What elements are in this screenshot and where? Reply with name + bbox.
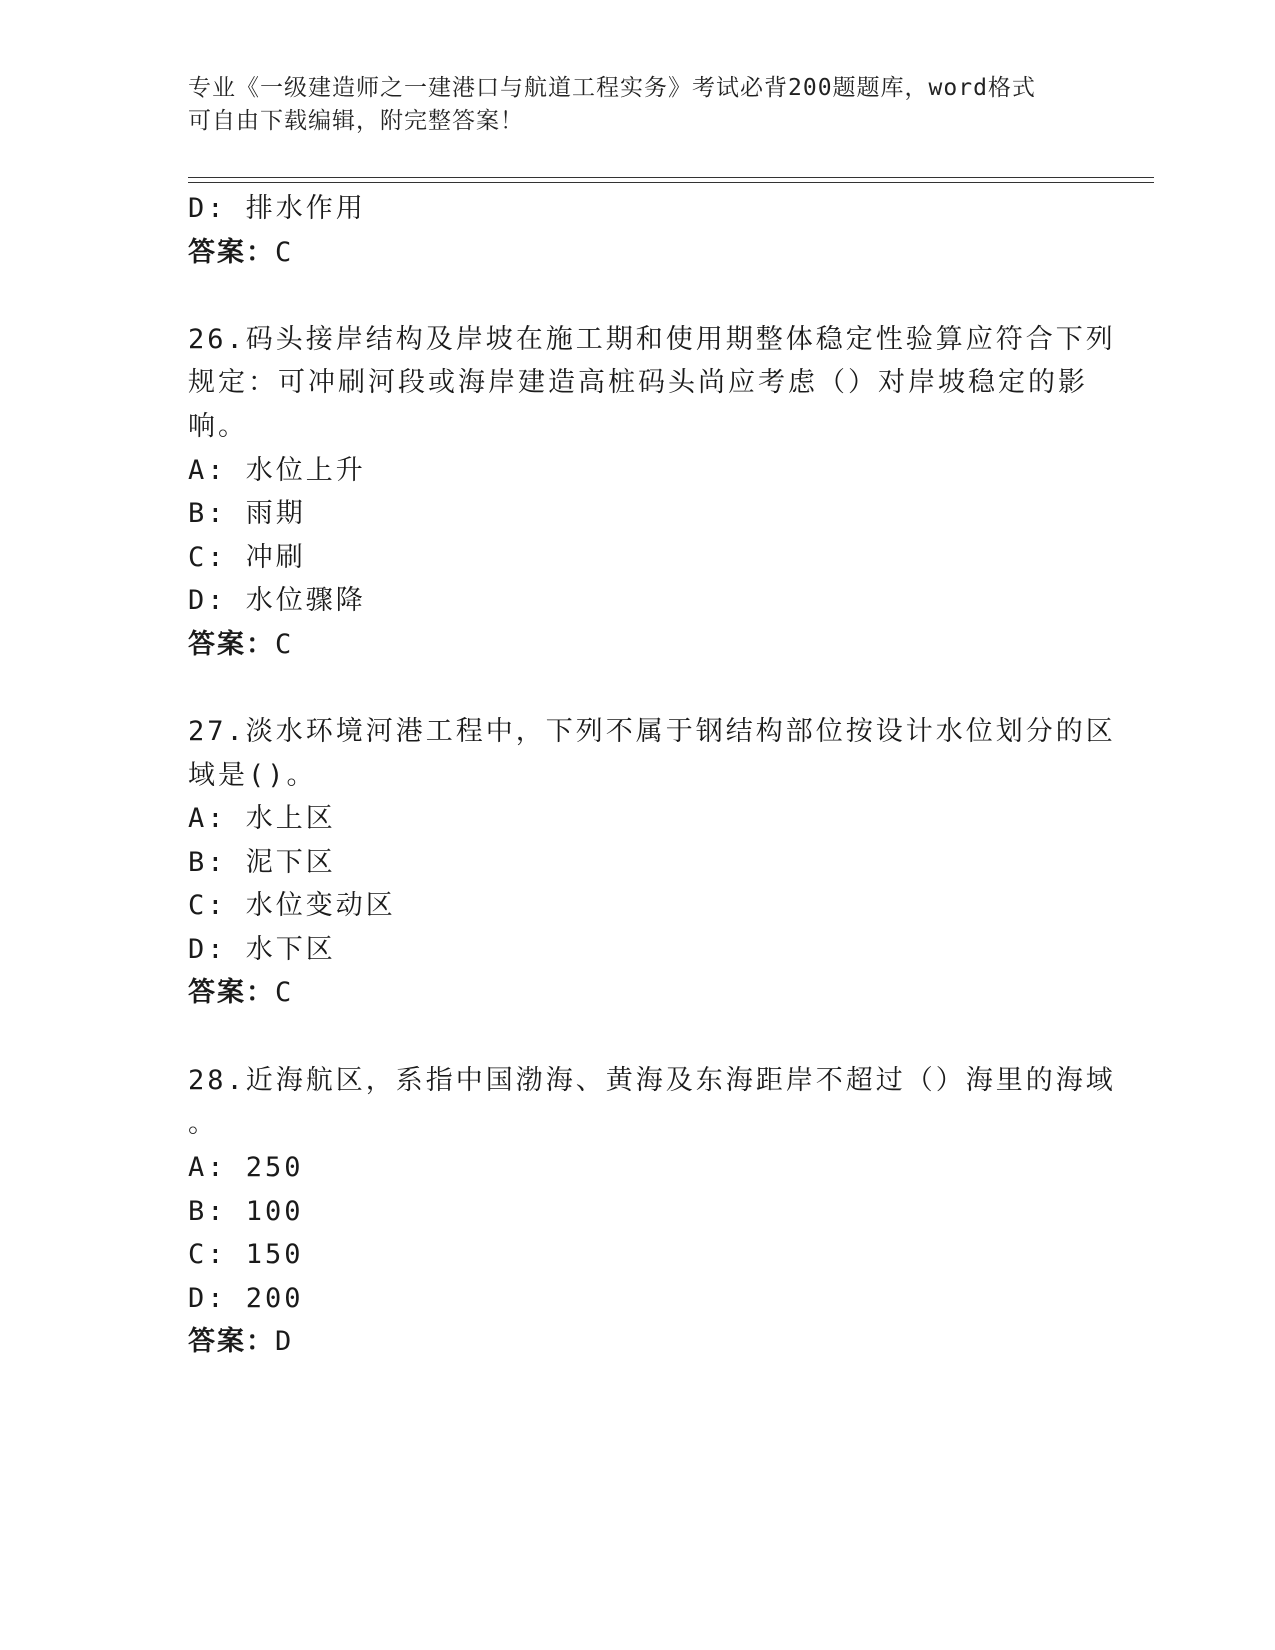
- header-divider-top: [188, 177, 1154, 178]
- header-line-2: 可自由下载编辑，附完整答案！: [188, 108, 524, 134]
- q26-stem-line-3: 响。: [188, 411, 248, 442]
- q26-answer-value: C: [275, 629, 294, 660]
- q28-option-b: B: 100: [188, 1196, 304, 1227]
- q26-option-c: C: 冲刷: [188, 542, 306, 573]
- q28-stem-line-2: 。: [188, 1108, 218, 1139]
- q28-answer-value: D: [275, 1326, 294, 1357]
- q27-answer-label: 答案：: [188, 977, 275, 1008]
- q26-option-a: A: 水位上升: [188, 455, 366, 486]
- q28-option-c: C: 150: [188, 1239, 304, 1270]
- q25-answer-label: 答案：: [188, 237, 275, 268]
- q25-answer: [188, 237, 293, 269]
- q27-stem-line-1: 27.淡水环境河港工程中，下列不属于钢结构部位按设计水位划分的区: [188, 716, 1116, 747]
- header-divider-bottom: [188, 182, 1154, 183]
- header-line-1: 专业《一级建造师之一建港口与航道工程实务》考试必背200题题库，word格式: [188, 75, 1036, 101]
- q26-option-b: B: 雨期: [188, 498, 306, 529]
- q26-stem-line-1: 26.码头接岸结构及岸坡在施工期和使用期整体稳定性验算应符合下列: [188, 324, 1116, 355]
- q27-option-b: B: 泥下区: [188, 847, 336, 878]
- q26-stem-line-2: 规定：可冲刷河段或海岸建造高桩码头尚应考虑（）对岸坡稳定的影: [188, 367, 1088, 398]
- q27-option-a: A: 水上区: [188, 803, 336, 834]
- q28-answer-label: 答案：: [188, 1326, 275, 1357]
- q28-option-a: A: 250: [188, 1152, 304, 1183]
- q27-option-d: D: 水下区: [188, 934, 336, 965]
- document-header: [188, 72, 1068, 138]
- q27-option-c: C: 水位变动区: [188, 890, 396, 921]
- q25-answer-value: C: [275, 237, 294, 268]
- q26-option-d: D: 水位骤降: [188, 585, 366, 616]
- q26-answer: [188, 629, 293, 661]
- q28-answer: [188, 1326, 293, 1358]
- q27-answer-value: C: [275, 977, 294, 1008]
- q28-option-d: D: 200: [188, 1283, 304, 1314]
- q28-stem-line-1: 28.近海航区，系指中国渤海、黄海及东海距岸不超过（）海里的海域: [188, 1065, 1116, 1096]
- q25-option-d: D: 排水作用: [188, 193, 366, 224]
- q27-stem-line-2: 域是()。: [188, 760, 317, 791]
- q27-answer: [188, 977, 293, 1009]
- q26-answer-label: 答案：: [188, 629, 275, 660]
